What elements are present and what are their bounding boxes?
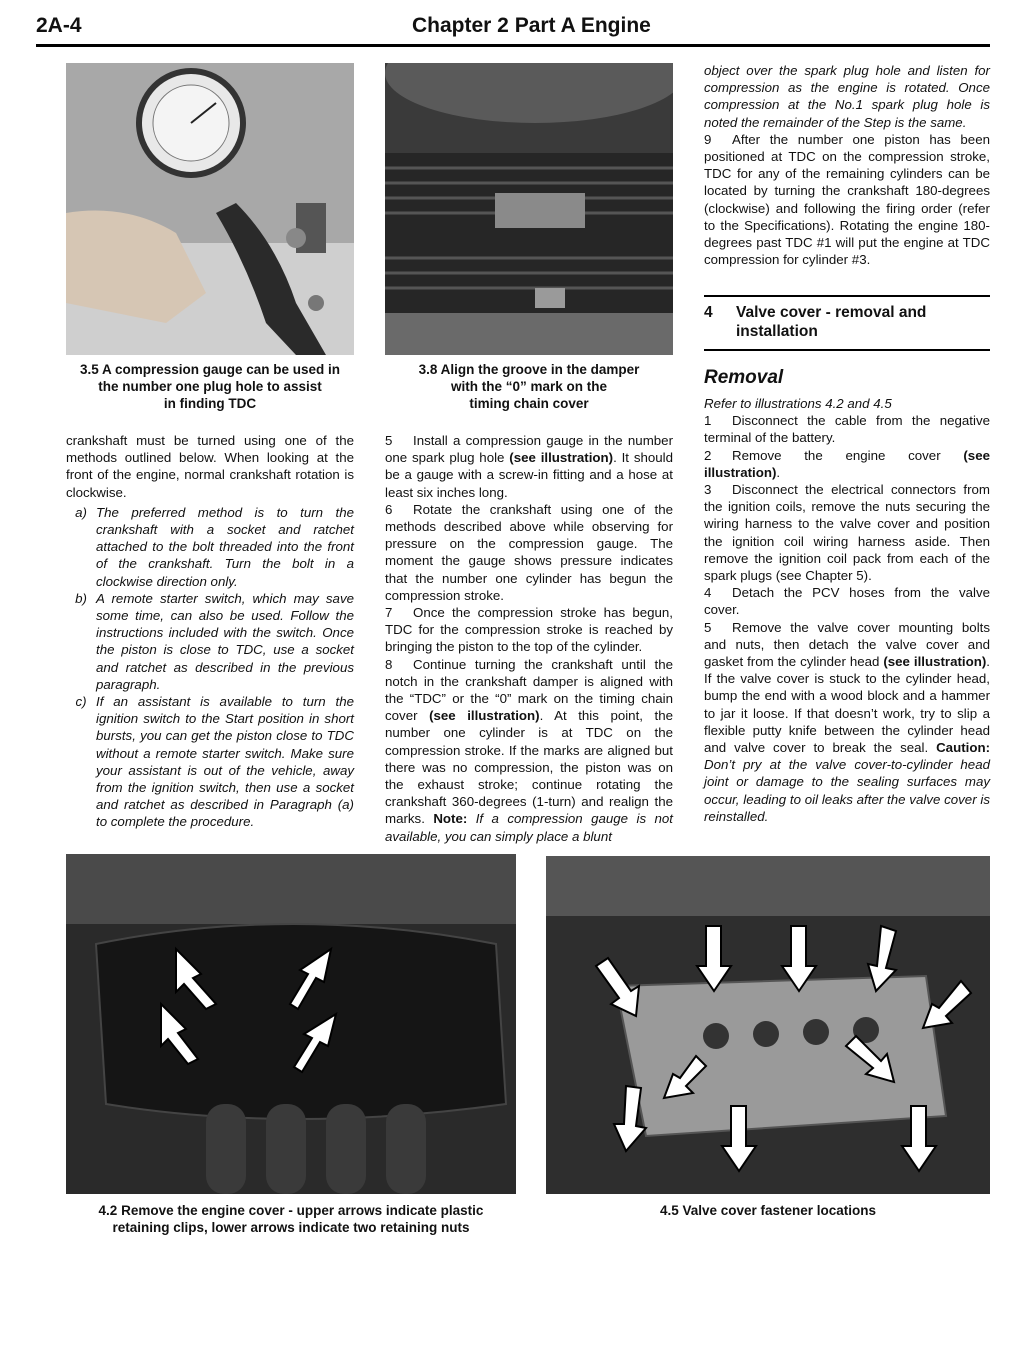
header-rule [36,44,990,47]
step-4: 4 Detach the PCV hoses from the valve cover. [704,585,990,618]
step-2: 2 Remove the engine cover (see illustration). [704,447,990,480]
page-number: 2A-4 [36,14,82,37]
paragraph-8: 8 Continue turning the crankshaft until the notch in the crankshaft damper is aligned with the “TDC” or the “0” mark on the timing chain cover (see illustration). At this point, the number one cylinder is at TDC on the compression stroke. If the marks are aligned but there was no compression, the piston was on the exhaust stroke; continue rotating the crankshaft 360-degrees (1-turn) and realign the marks. Note: If a compression gauge is not available, you can simply place a blunt [385,656,673,844]
section-heading: 4 Valve cover - removal and installation [704,304,927,340]
paragraph-intro: crankshaft must be turned using one of the methods outlined below. When looking at the front of the engine, normal crankshaft rotation is clockwise. [66,433,354,500]
figure-3-8-caption: 3.8 Align the groove in the damper with the “0” mark on the timing chain cover [418,362,640,411]
figure-3-5-caption: 3.5 A compression gauge can be used in the number one plug hole to assist in finding TDC [79,362,341,411]
figure-3-5-photo [66,63,354,355]
figure-4-5-caption: 4.5 Valve cover fastener locations [659,1203,877,1218]
step-1: 1 Disconnect the cable from the negative terminal of the battery. [704,413,990,446]
list-item: c) If an assistant is available to turn the ignition switch to the Start position in short bursts, you can get the piston close to TDC without a remote starter switch. Make sure your assistant is out of the vehicle, away from the ignition switch, then use a socket and ratchet as described in Paragraph (a) to complete the procedure. [75,694,354,830]
figure-3-8-photo [385,63,673,355]
paragraph-9: 9 After the number one piston has been positioned at TDC on the compression stroke, TDC for any of the remaining cylinders can be located by turning the crankshaft 180-degrees (clockwise) and following the firing order (refer to the Specifications). Rotating the engine 180-degrees past TDC #1 will put the engine at TDC compression for cylinder #3. [704,131,990,268]
figure-4-2-photo [66,854,516,1194]
column-3-top-text [704,62,990,268]
column-1-text [66,432,354,831]
column-2-text [385,432,673,845]
column-3-bottom-text [704,395,990,825]
section-rule-bottom [704,349,990,351]
step-3: 3 Disconnect the electrical connectors from the ignition coils, remove the nuts securing the wiring harness to the valve cover and position the ignition coil wiring harness aside. Then remove the ignition coil pack from each of the spark plugs (see Chapter 5). [704,482,990,584]
chapter-title: Chapter 2 Part A Engine [412,14,651,37]
paragraph-6: 6 Rotate the crankshaft using one of the methods described above while observing for pressure on the compression gauge. The moment the gauge shows pressure indicates that the number one cylinder has begun the compression stroke. [385,501,673,603]
paragraph-continued: object over the spark plug hole and listen for compression as the engine is rotated. Once compression at the No.1 spark plug hole is noted the remainder of the Step is the same. [704,63,990,130]
paragraph-5: 5 Install a compression gauge in the number one spark plug hole (see illustration). It should be a gauge with a screw-in fitting and a hose at least six inches long. [385,433,673,500]
removal-heading: Removal [704,367,784,388]
step-5: 5 Remove the valve cover mounting bolts and nuts, then detach the valve cover and gasket from the cylinder head (see illustration). If the valve cover is stuck to the cylinder head, bump the end with a wood block and a hammer to jar it loose. If that doesn’t work, try to slip a flexible putty knife between the cylinder head and valve cover to break the seal. Caution: Don’t pry at the valve cover-to-cylinder head joint or damage to the sealing surfaces may occur, leading to oil leaks after the valve cover is reinstalled. [704,619,990,824]
figure-4-2-caption: 4.2 Remove the engine cover - upper arrows indicate plastic retaining clips, lower arrows indicate two retaining nuts [98,1203,484,1235]
list-item: b) A remote starter switch, which may save some time, can also be used. Follow the instructions included with the switch. Once the piston is close to TDC, use a socket and ratchet as described in the previous paragraph. [75,590,354,692]
paragraph-7: 7 Once the compression stroke has begun, TDC for the compression stroke is reached by bringing the piston to the top of the cylinder. [385,605,673,655]
refer-line: Refer to illustrations 4.2 and 4.5 [704,396,892,411]
figure-4-5-photo [546,856,990,1194]
section-rule-top [704,295,990,297]
list-item: a) The preferred method is to turn the crankshaft with a socket and ratchet attached to the bolt threaded into the front of the crankshaft. Turn the bolt in a clockwise direction only. [75,504,354,589]
